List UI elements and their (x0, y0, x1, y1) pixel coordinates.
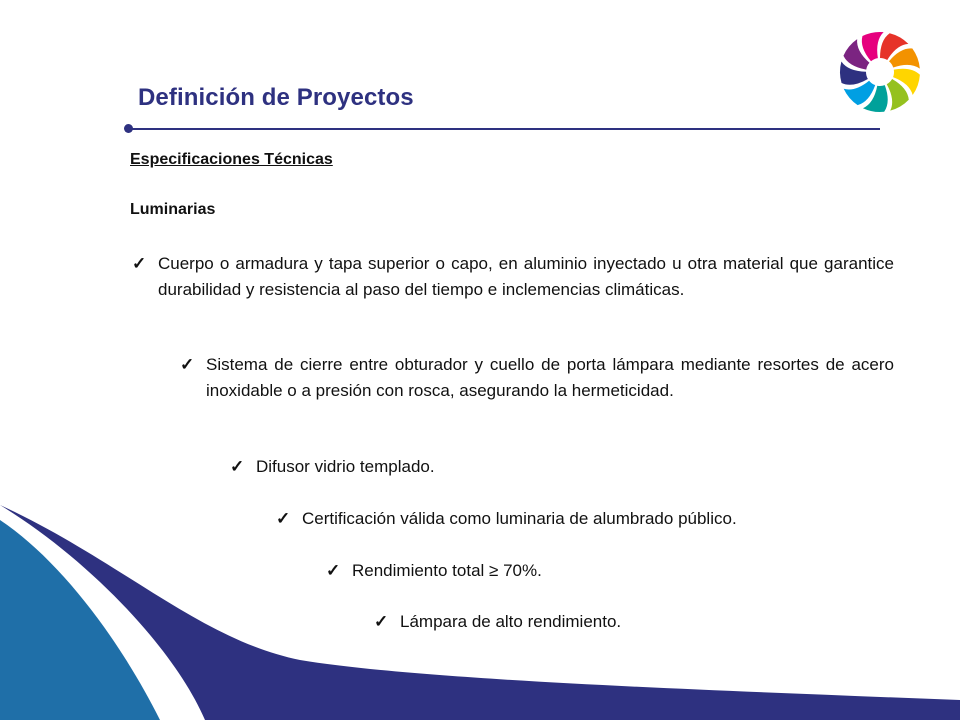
spec-item (180, 352, 894, 404)
spec-item (326, 558, 872, 584)
title-underline (130, 128, 880, 130)
spec-item-text: Sistema de cierre entre obturador y cuello de porta lámpara mediante resortes de acero inoxidable o a presión con rosca, asegurando la hermeticidad. (206, 355, 894, 400)
checkmark-icon: ✓ (326, 561, 341, 580)
spec-item-text: Difusor vidrio templado. (256, 457, 435, 476)
spec-item-text: Certificación válida como luminaria de alumbrado público. (302, 509, 737, 528)
checkmark-icon: ✓ (132, 254, 147, 273)
spec-item (374, 609, 880, 635)
brand-logo (838, 30, 922, 114)
section-heading: Luminarias (130, 201, 216, 218)
spec-item-text: Rendimiento total ≥ 70%. (352, 561, 542, 580)
checkmark-icon: ✓ (276, 509, 291, 528)
spec-item (230, 454, 856, 480)
section-subtitle: Especificaciones Técnicas (130, 151, 333, 168)
checkmark-icon: ✓ (374, 612, 389, 631)
spec-item-text: Lámpara de alto rendimiento. (400, 612, 622, 631)
spec-item (276, 506, 882, 532)
checkmark-icon: ✓ (180, 355, 195, 374)
spec-item (132, 251, 894, 303)
spec-item-text: Cuerpo o armadura y tapa superior o capo, en aluminio inyectado u otra material que garantice durabilidad y resistencia al paso del tiempo e inclemencias climáticas. (158, 254, 894, 299)
checkmark-icon: ✓ (230, 457, 245, 476)
page-title: Definición de Proyectos (138, 84, 414, 111)
